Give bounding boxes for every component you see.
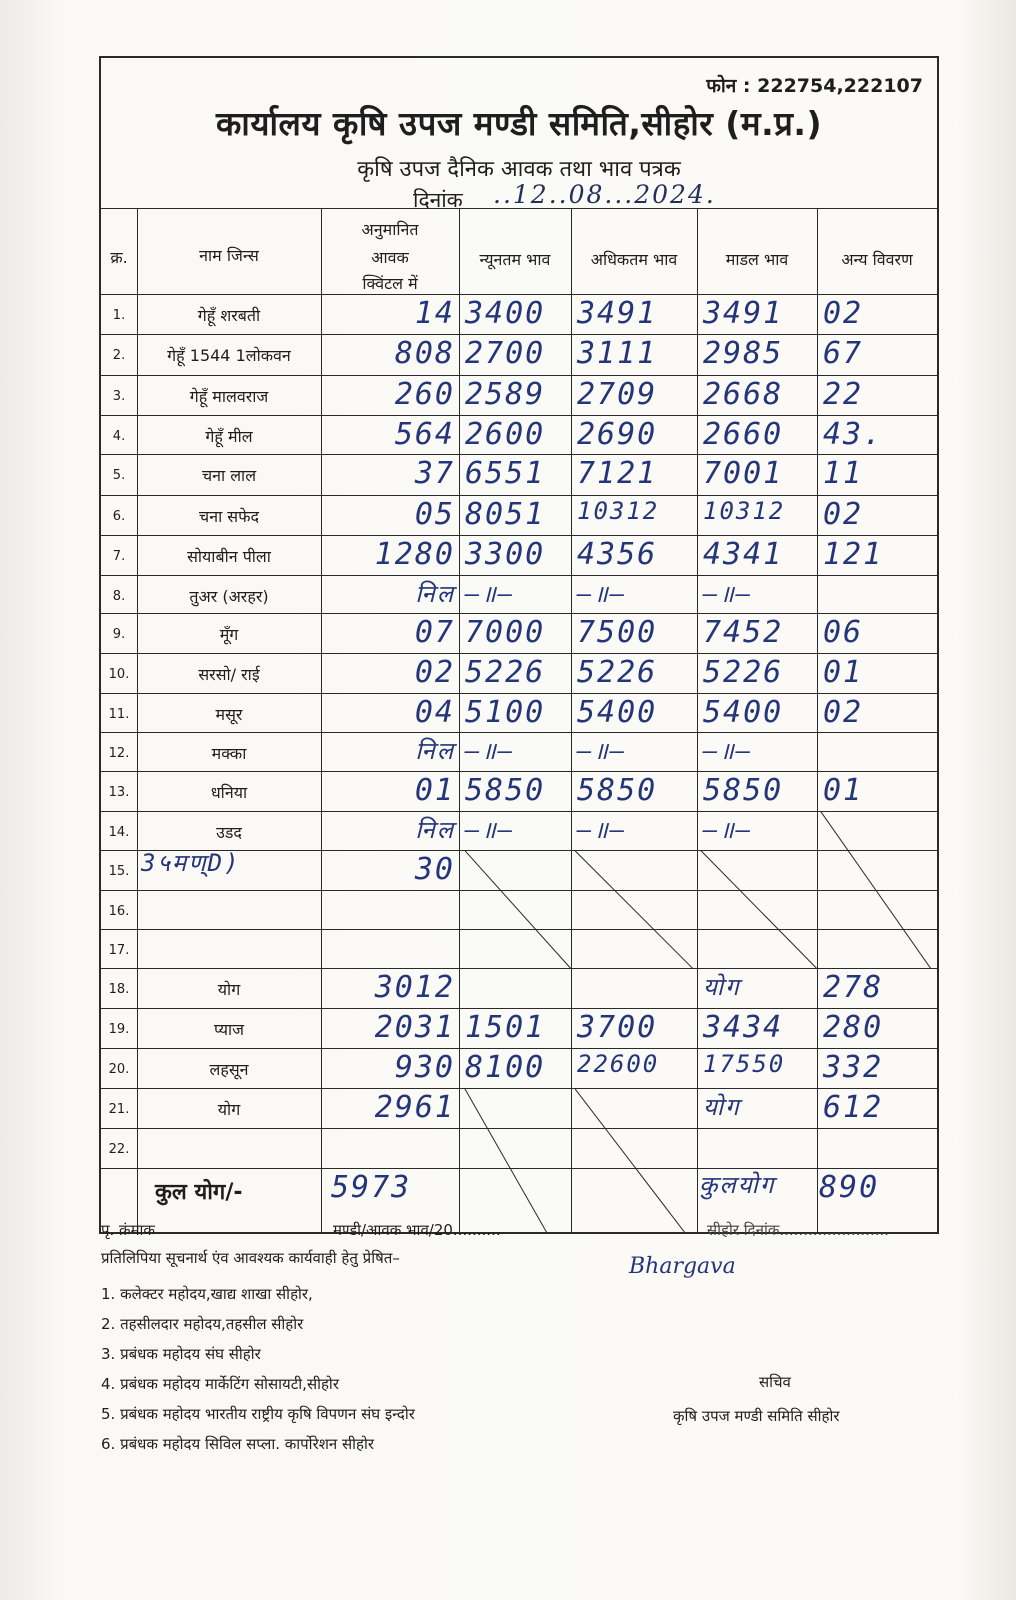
row-other-value: 01 — [823, 655, 864, 690]
row-commodity-name: योग — [217, 980, 241, 999]
row-serial: 22. — [108, 1142, 130, 1157]
col-header-other: अन्य विवरण — [841, 250, 913, 269]
row-min-value: —॥— — [465, 737, 515, 765]
column-line — [571, 208, 572, 1232]
row-line — [101, 375, 937, 376]
strike-line — [464, 850, 571, 969]
row-model-value: 5226 — [703, 655, 784, 690]
phone-numbers: फोन : 222754,222107 — [706, 75, 923, 97]
row-line — [101, 495, 937, 496]
row-min-value: 3300 — [465, 537, 546, 572]
row-other-value: 06 — [823, 615, 864, 650]
row-commodity-name: चना सफेद — [199, 507, 259, 526]
row-line — [101, 294, 937, 295]
row-max-value: 10312 — [577, 497, 660, 525]
row-line — [101, 1008, 937, 1009]
document-frame — [99, 56, 939, 1453]
row-commodity-name: उडद — [216, 823, 242, 842]
row-min-value: —॥— — [465, 580, 515, 608]
recipient-item: 4. प्रबंधक महोदय मार्केटिंग सोसायटी,सीहोर — [101, 1375, 339, 1393]
strike-line — [464, 1088, 547, 1232]
row-arrival-value: निल — [415, 737, 455, 765]
row-arrival-value: 07 — [414, 615, 455, 650]
row-model-value: 5400 — [703, 695, 784, 730]
recipient-item: 1. कलेक्टर महोदय,खाद्य शाखा सीहोर, — [101, 1285, 313, 1303]
row-model-value: 5850 — [703, 773, 784, 808]
row-max-value: 3111 — [577, 336, 658, 371]
row-line — [101, 811, 937, 812]
column-line — [459, 208, 460, 1232]
row-model-value: 17550 — [703, 1050, 786, 1078]
row-arrival-value: 30 — [414, 852, 455, 887]
row-max-value: 5226 — [577, 655, 658, 690]
row-serial: 7. — [112, 549, 126, 564]
recipient-item: 3. प्रबंधक महोदय संघ सीहोर — [101, 1345, 261, 1363]
row-max-value: 5850 — [577, 773, 658, 808]
row-min-value: 6551 — [465, 456, 546, 491]
row-arrival-value: 2961 — [374, 1090, 455, 1125]
row-serial: 8. — [112, 589, 126, 604]
row-serial: 6. — [112, 509, 126, 524]
row-serial: 10. — [108, 667, 130, 682]
total-label: कुल योग/- — [155, 1180, 243, 1205]
col-header-serial: क्र. — [110, 248, 128, 267]
row-min-value: 7000 — [465, 615, 546, 650]
row-serial: 11. — [108, 707, 130, 722]
table-top-line — [101, 208, 937, 209]
row-min-value: 2700 — [465, 336, 546, 371]
row-serial: 4. — [112, 429, 126, 444]
row-arrival-value: 14 — [414, 296, 455, 331]
row-commodity-name: 3५मण्D) — [141, 849, 241, 877]
row-other-value: 01 — [823, 773, 864, 808]
col-header-commodity: नाम जिन्स — [199, 246, 259, 265]
row-commodity-name: चना लाल — [201, 466, 257, 485]
row-min-value: 5226 — [465, 655, 546, 690]
row-commodity-name: योग — [217, 1100, 241, 1119]
row-max-value: —॥— — [577, 580, 627, 608]
row-min-value: 1501 — [465, 1010, 546, 1045]
total-arrival: 5973 — [331, 1170, 412, 1205]
row-line — [101, 1168, 937, 1169]
row-other-value: 02 — [823, 695, 864, 730]
recipient-item: 6. प्रबंधक महोदय सिविल सप्ला. कार्पोरेशन सीहोर — [101, 1435, 375, 1453]
row-serial: 1. — [112, 308, 126, 323]
row-line — [101, 732, 937, 733]
row-max-value: 4356 — [577, 537, 658, 572]
price-table — [101, 208, 937, 1234]
row-other-value: 332 — [823, 1050, 884, 1085]
row-max-value: —॥— — [577, 816, 627, 844]
row-serial: 13. — [108, 785, 130, 800]
row-commodity-name: तुअर (अरहर) — [189, 587, 269, 606]
row-min-value: 8100 — [465, 1050, 546, 1085]
row-arrival-value: 564 — [394, 417, 455, 452]
row-arrival-value: 04 — [414, 695, 455, 730]
row-arrival-value: 2031 — [374, 1010, 455, 1045]
row-arrival-value: 3012 — [374, 970, 455, 1005]
row-model-value: 3434 — [703, 1010, 784, 1045]
row-commodity-name: गेहूँ 1544 1लोकवन — [167, 346, 291, 365]
row-arrival-value: 37 — [414, 456, 455, 491]
row-serial: 14. — [108, 825, 130, 840]
col-header-arrival-1: अनुमानित — [361, 220, 419, 239]
row-min-value: 8051 — [465, 497, 546, 532]
row-arrival-value: निल — [415, 816, 455, 844]
row-model-value: 2660 — [703, 417, 784, 452]
row-other-value: 278 — [823, 970, 884, 1005]
row-arrival-value: 05 — [414, 497, 455, 532]
row-commodity-name: लहसून — [209, 1060, 249, 1079]
col-header-arrival-2: आवक — [371, 248, 409, 267]
row-serial: 18. — [108, 982, 130, 997]
row-serial: 21. — [108, 1102, 130, 1117]
row-min-value: 5850 — [465, 773, 546, 808]
strike-line — [574, 850, 693, 969]
row-serial: 3. — [112, 389, 126, 404]
office-title: कार्यालय कृषि उपज मण्डी समिति,सीहोर (म.प्र.) — [215, 104, 823, 143]
row-max-value: 2690 — [577, 417, 658, 452]
row-max-value: 5400 — [577, 695, 658, 730]
row-arrival-value: 02 — [414, 655, 455, 690]
column-line — [321, 208, 322, 1232]
row-model-value: —॥— — [703, 737, 753, 765]
row-model-value: 2668 — [703, 377, 784, 412]
column-line — [817, 208, 818, 1232]
row-line — [101, 1048, 937, 1049]
row-line — [101, 454, 937, 455]
row-model-value: योग — [703, 973, 741, 1001]
row-other-value: 121 — [823, 537, 884, 572]
date-label: दिनांक — [413, 188, 463, 212]
row-line — [101, 415, 937, 416]
row-serial: 5. — [112, 468, 126, 483]
row-line — [101, 334, 937, 335]
row-other-value: 67 — [823, 336, 864, 371]
row-min-value: 2600 — [465, 417, 546, 452]
copy-to-heading: प्रतिलिपिया सूचनार्थ एंव आवश्यक कार्यवाही हेतु प्रेषित– — [101, 1249, 400, 1267]
row-serial: 16. — [108, 904, 130, 919]
place-date: सीहोर दिनांक....................... — [707, 1221, 890, 1239]
row-max-value: —॥— — [577, 737, 627, 765]
row-commodity-name: सोयाबीन पीला — [187, 547, 271, 566]
col-header-max-price: अधिकतम भाव — [590, 250, 678, 269]
row-max-value: 7121 — [577, 456, 658, 491]
row-other-value: 43. — [823, 417, 884, 452]
row-line — [101, 613, 937, 614]
row-min-value: 3400 — [465, 296, 546, 331]
row-other-value: 280 — [823, 1010, 884, 1045]
row-other-value: 02 — [823, 497, 864, 532]
row-arrival-value: 1280 — [374, 537, 455, 572]
row-min-value: —॥— — [465, 816, 515, 844]
recipient-item: 2. तहसीलदार महोदय,तहसील सीहोर — [101, 1315, 304, 1333]
row-serial: 20. — [108, 1062, 130, 1077]
signatory-org: कृषि उपज मण्डी समिति सीहोर — [673, 1407, 840, 1425]
col-header-model-price: माडल भाव — [725, 250, 789, 269]
row-max-value: 3700 — [577, 1010, 658, 1045]
row-max-value: 22600 — [577, 1050, 660, 1078]
row-arrival-value: 808 — [394, 336, 455, 371]
row-arrival-value: 930 — [394, 1050, 455, 1085]
signature: Bhargava — [629, 1254, 736, 1279]
row-model-value: 7452 — [703, 615, 784, 650]
row-commodity-name: मक्का — [211, 744, 247, 763]
document-subtitle: कृषि उपज दैनिक आवक तथा भाव पत्रक — [357, 157, 681, 182]
row-min-value: 2589 — [465, 377, 546, 412]
row-commodity-name: गेहूँ शरबती — [197, 306, 261, 325]
total-model-label: कुलयोग — [699, 1171, 776, 1199]
row-serial: 17. — [108, 943, 130, 958]
row-other-value: 22 — [823, 377, 864, 412]
row-line — [101, 771, 937, 772]
row-max-value: 3491 — [577, 296, 658, 331]
row-model-value: 10312 — [703, 497, 786, 525]
row-other-value: 02 — [823, 296, 864, 331]
row-min-value: 5100 — [465, 695, 546, 730]
row-arrival-value: 01 — [414, 773, 455, 808]
row-line — [101, 1128, 937, 1129]
row-commodity-name: सरसो/ राई — [198, 665, 260, 684]
col-header-arrival-3: क्विंटल में — [362, 274, 418, 293]
row-serial: 9. — [112, 627, 126, 642]
row-other-value: 612 — [823, 1090, 884, 1125]
row-model-value: 2985 — [703, 336, 784, 371]
row-model-value: —॥— — [703, 580, 753, 608]
row-arrival-value: 260 — [394, 377, 455, 412]
row-line — [101, 929, 937, 930]
row-line — [101, 1088, 937, 1089]
row-commodity-name: गेहूँ मालवराज — [189, 387, 269, 406]
row-max-value: 2709 — [577, 377, 658, 412]
row-other-value: 11 — [823, 456, 864, 491]
row-serial: 12. — [108, 746, 130, 761]
row-model-value: —॥— — [703, 816, 753, 844]
row-line — [101, 575, 937, 576]
row-serial: 19. — [108, 1022, 130, 1037]
strike-line — [700, 850, 817, 969]
row-max-value: 7500 — [577, 615, 658, 650]
row-line — [101, 890, 937, 891]
strike-line — [574, 1088, 685, 1233]
reference-number: पृ. क्रंमाक — [101, 1221, 155, 1239]
total-other: 890 — [819, 1170, 880, 1205]
row-commodity-name: धनिया — [210, 783, 248, 802]
row-serial: 15. — [108, 864, 130, 879]
row-commodity-name: मसूर — [215, 705, 243, 724]
mandi-reference: मण्डी/आवक भाव/20.......... — [333, 1221, 501, 1239]
row-commodity-name: गेहूँ मील — [205, 427, 253, 446]
row-model-value: 4341 — [703, 537, 784, 572]
row-line — [101, 968, 937, 969]
row-line — [101, 653, 937, 654]
row-model-value: 7001 — [703, 456, 784, 491]
row-line — [101, 693, 937, 694]
row-model-value: योग — [703, 1093, 741, 1121]
recipient-item: 5. प्रबंधक महोदय भारतीय राष्ट्रीय कृषि विपणन संघ इन्दोर — [101, 1405, 415, 1423]
col-header-min-price: न्यूनतम भाव — [479, 250, 551, 269]
row-arrival-value: निल — [415, 580, 455, 608]
signatory-title: सचिव — [759, 1373, 791, 1391]
row-model-value: 3491 — [703, 296, 784, 331]
row-commodity-name: मूँग — [219, 625, 239, 644]
row-commodity-name: प्याज — [213, 1020, 245, 1039]
date-value: ..12..08...2024. — [493, 180, 716, 209]
column-line — [697, 208, 698, 1232]
row-line — [101, 535, 937, 536]
row-serial: 2. — [112, 348, 126, 363]
